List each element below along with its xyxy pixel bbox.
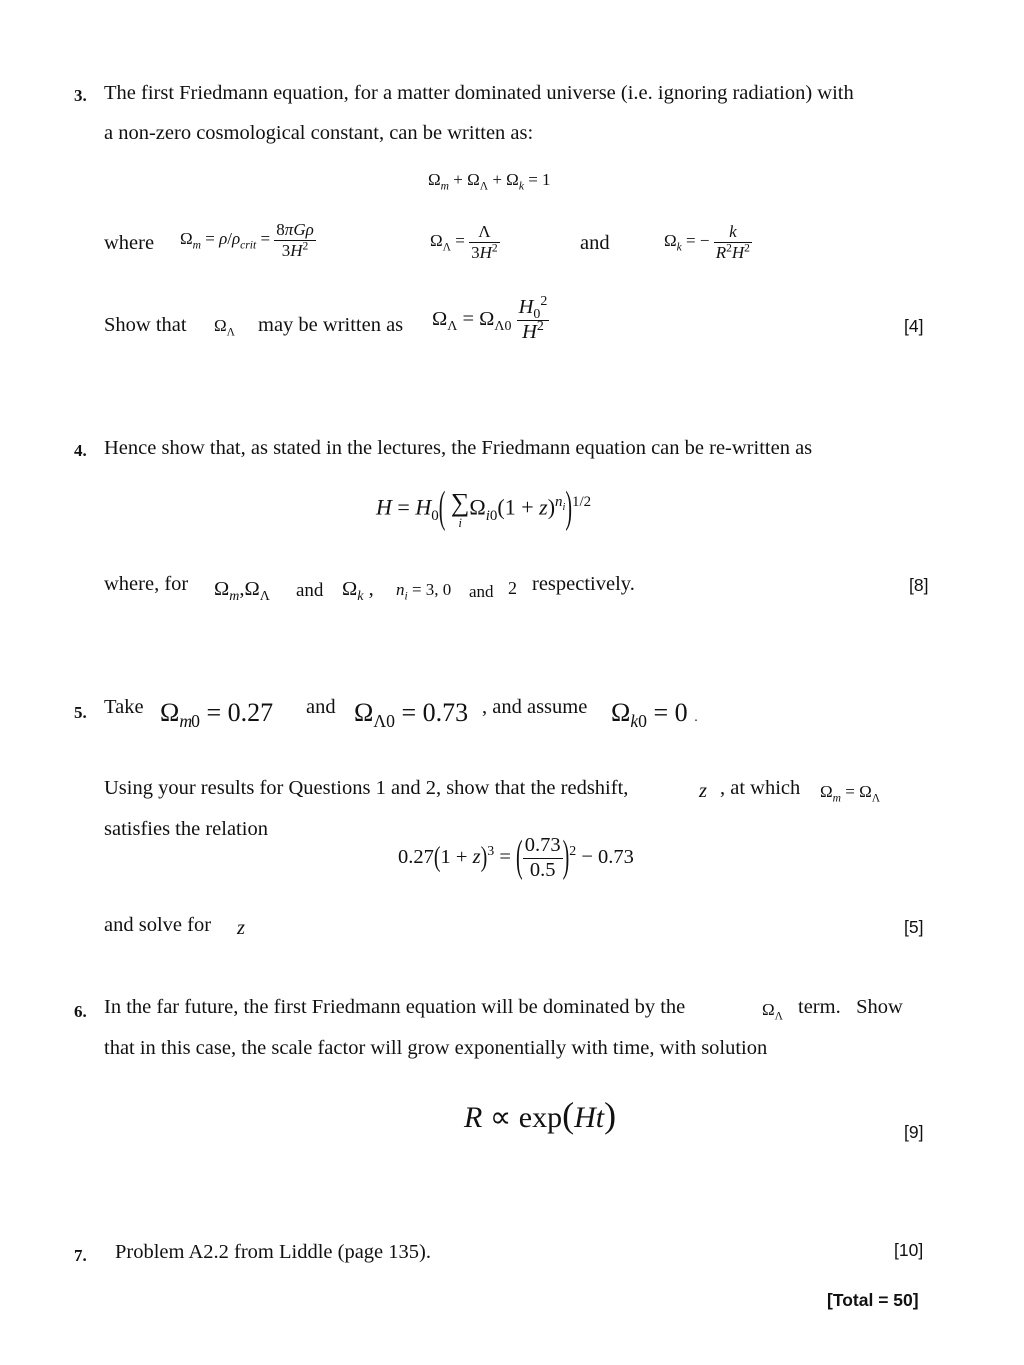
q3-target-equation: $\Omega_\Lambda = \Omega_{\Lambda 0}$ $\frac{H_0^2}{H^2}$	[432, 294, 548, 343]
q4-line1: Hence show that, as stated in the lectures, the Friedmann equation can be re-written as	[104, 437, 813, 459]
q4-where-for: where, for	[104, 573, 189, 595]
q3-may-be-written: may be written as	[258, 314, 404, 336]
q4-omega-m-lambda: $\Omega_m,\Omega_\Lambda$	[214, 578, 270, 605]
total-marks: [Total = 50]	[827, 1290, 919, 1310]
q5-satisfies: satisfies the relation	[104, 818, 268, 840]
q5-solve-for: and solve for	[104, 914, 212, 936]
q5-redshift-relation: $0.27(1 + z)^3$ = ( $\frac{0.73}{0.5}$ )$^2$ − 0.73	[398, 832, 634, 882]
q5-solve-z: z	[237, 917, 245, 939]
q4-friedmann-equation: $H = H_0$( ∑ i $\Omega_{i0}(1 + z)^{n_i})^{1/2}$	[376, 484, 592, 533]
q3-line1: The first Friedmann equation, for a matter dominated universe (i.e. ignoring radiation) with	[104, 82, 854, 104]
q3-show-that: Show that	[104, 314, 187, 336]
q5-omega-lambda0-value: $\Omega_{\Lambda 0} = 0.73$	[354, 698, 469, 732]
q3-marks: [4]	[904, 316, 924, 336]
q7-number: 7.	[74, 1246, 87, 1265]
q3-and-label: and	[580, 232, 610, 254]
q7-text: Problem A2.2 from Liddle (page 135).	[115, 1241, 431, 1263]
q4-ni-values: $n_i = 3$, 0	[396, 580, 452, 603]
q4-marks: [8]	[909, 575, 929, 595]
q5-number: 5.	[74, 703, 87, 722]
q5-and: and	[306, 696, 336, 718]
q4-number: 4.	[74, 441, 87, 460]
q5-and-assume: , and assume	[482, 696, 588, 718]
q3-line2: a non-zero cosmological constant, can be written as:	[104, 122, 534, 144]
q5-line2-b: , at which	[720, 777, 801, 799]
q5-omega-m0-value: $\Omega_{m0} = 0.27$	[160, 698, 274, 732]
q3-omega-k-definition: $\Omega_k$ = − $\frac{k}{R^2H^2}$	[664, 222, 750, 262]
q6-omega-lambda-symbol: $\Omega_\Lambda$	[762, 1000, 784, 1023]
q6-number: 6.	[74, 1002, 87, 1021]
q6-line2: that in this case, the scale factor will grow exponentially with time, with solution	[104, 1037, 768, 1059]
q4-respectively: respectively.	[532, 573, 635, 595]
q3-omega-lambda-definition: $\Omega_\Lambda$ = $\frac{\Lambda}{3H^2}$	[430, 222, 498, 262]
q5-marks: [5]	[904, 917, 924, 937]
q5-take: Take	[104, 696, 144, 718]
q5-omega-k0-value: $\Omega_{k0} = 0$ .	[611, 698, 698, 732]
q4-omega-k: $\Omega_k$ ,	[342, 578, 374, 605]
q5-omega-equality: $\Omega_m = \Omega_\Lambda$	[820, 782, 881, 805]
q6-line1-a: In the far future, the first Friedmann equation will be dominated by the	[104, 996, 686, 1018]
q4-and-1: and	[296, 580, 324, 601]
q3-omega-lambda-symbol: $\Omega_\Lambda$	[214, 316, 236, 339]
q6-marks: [9]	[904, 1122, 924, 1142]
q4-value-2: 2	[508, 578, 517, 598]
q5-z-symbol: z	[699, 780, 707, 802]
q3-omega-m-definition: $\Omega_m = \rho/\rho_{crit}$ = $\frac{\text{8πGρ}}{3H^2}$	[180, 220, 314, 260]
q6-line1-b: term. Show	[798, 996, 903, 1018]
q6-solution-equation: R ∝ exp(Ht)	[464, 1095, 617, 1135]
q4-and-2: and	[469, 582, 494, 601]
q5-line2-a: Using your results for Questions 1 and 2, show that the redshift,	[104, 777, 629, 799]
q3-main-equation: $\Omega_m + \Omega_\Lambda + \Omega_k = 1$	[428, 170, 551, 193]
q3-number: 3.	[74, 86, 87, 105]
q3-where-label: where	[104, 232, 155, 254]
q7-marks: [10]	[894, 1240, 924, 1260]
